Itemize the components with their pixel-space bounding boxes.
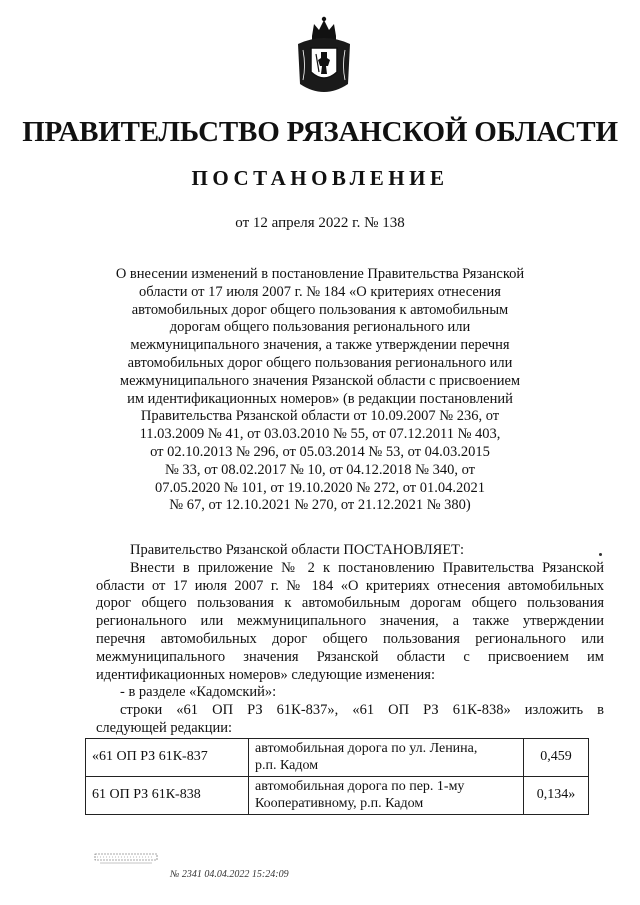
title-line: автомобильных дорог общего пользования к автомобильным [131,301,509,318]
title-line: от 02.10.2013 № 296, от 05.03.2014 № 53, от 04.03.2015 [150,443,490,460]
title-line: 07.05.2020 № 101, от 19.10.2020 № 272, от 01.04.2021 [155,479,485,496]
road-name-cell [249,739,524,777]
document-date-number: от 12 апреля 2022 г. № 138 [235,215,405,231]
road-length-cell: 0,459 [524,739,589,777]
road-name-line: автомобильная дорога по ул. Ленина, [255,741,478,756]
table-row [86,739,589,777]
paragraph-line: межмуниципального значения Рязанской области с присвоением им [96,648,604,665]
registration-footer: № 2341 04.04.2022 15:24:09 [170,869,289,880]
roads-table [85,738,589,815]
paragraph-line: области от 17 июля 2007 г. № 184 «О критериях отнесения автомобильных [96,577,604,594]
paragraph-line: перечня автомобильных дорог общего пользования регионального или [96,630,604,647]
road-name-cell [249,777,524,815]
title-line: области от 17 июля 2007 г. № 184 «О критериях отнесения [139,283,501,300]
paragraph-line: регионального или межмуниципального значения, а также утверждении [96,613,604,630]
title-line: Правительства Рязанской области от 10.09.2007 № 236, от [140,408,500,425]
road-name-line: автомобильная дорога по пер. 1-му [255,779,465,794]
title-line: автомобильных дорог общего пользования регионального или [127,354,513,371]
paragraph-line: идентификационных номеров» следующие изменения: [96,666,435,683]
coat-of-arms-icon [294,14,354,100]
registration-stamp-icon [94,853,158,865]
document-body [96,542,604,738]
title-line: О внесении изменений в постановление Правительства Рязанской [115,266,525,282]
decree-line: Правительство Рязанской области ПОСТАНОВЛЯЕТ: [130,542,465,558]
title-line: № 67, от 12.10.2021 № 270, от 21.12.2021 № 380) [169,497,471,514]
road-name-line: Кооперативному, р.п. Кадом [255,795,424,811]
title-line: № 33, от 08.02.2017 № 10, от 04.12.2018 № 340, от [164,461,476,478]
road-length-cell: 0,134» [524,777,589,815]
paragraph-line: Внести в приложение № 2 к постановлению Правительства Рязанской [130,559,604,576]
title-line: межмуниципального значения, а также утверждении перечня [130,337,510,354]
title-line: им идентификационных номеров» (в редакции постановлений [127,390,513,407]
paragraph-line: дорог общего пользования к автомобильным дорогам общего пользования [96,595,604,612]
rows-line: строки «61 ОП РЗ 61К-837», «61 ОП РЗ 61К-838» изложить в [120,702,604,719]
rows-line: следующей редакции: [96,719,233,736]
section-line: - в разделе «Кадомский»: [120,684,277,701]
table-row [86,777,589,815]
title-line: 11.03.2009 № 41, от 03.03.2010 № 55, от 07.12.2011 № 403, [139,426,501,443]
road-code-cell: «61 ОП РЗ 61К-837 [86,739,249,777]
title-line: дорогам общего пользования регионального или [169,319,471,336]
title-line: межмуниципального значения Рязанской области с присвоением [119,372,521,389]
document-title [96,266,544,515]
organization-title: ПРАВИТЕЛЬСТВО РЯЗАНСКОЙ ОБЛАСТИ [22,116,618,148]
road-name-line: р.п. Кадом [255,757,319,773]
road-code-cell: 61 ОП РЗ 61К-838 [86,777,249,815]
document-type: ПОСТАНОВЛЕНИЕ [191,166,449,190]
